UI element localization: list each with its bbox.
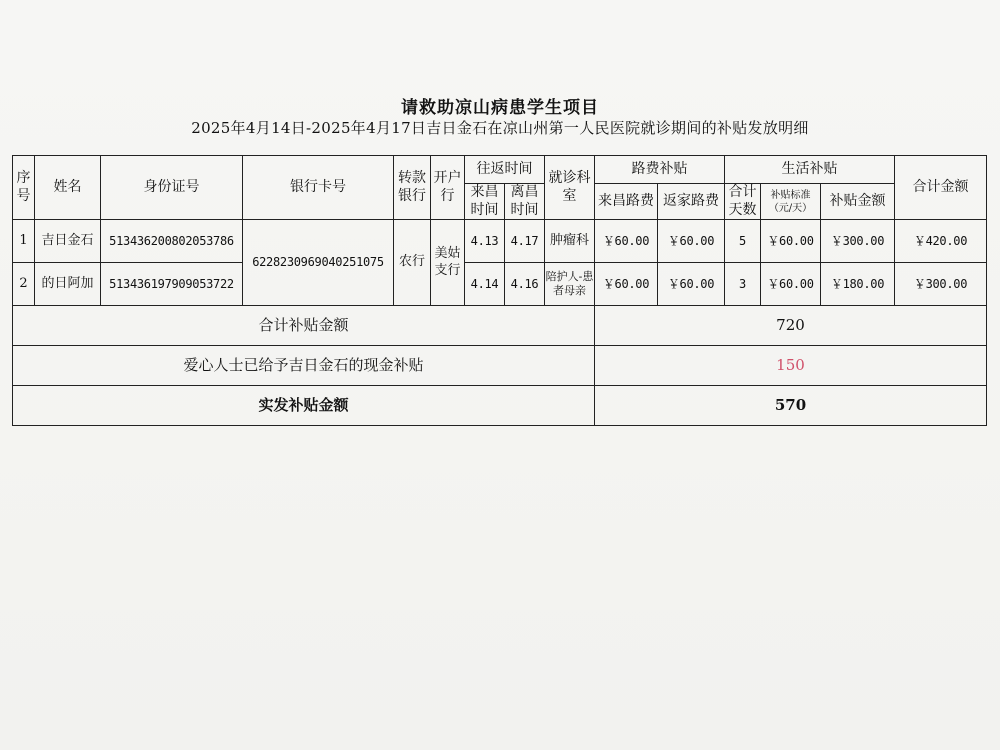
header-travel: 路费补贴	[595, 156, 725, 184]
row-dept: 肿瘤科	[545, 220, 595, 263]
row-total: ￥300.00	[895, 263, 987, 306]
row-leave: 4.16	[505, 263, 545, 306]
row-travel-back: ￥60.00	[658, 220, 725, 263]
row-days: 5	[725, 220, 761, 263]
summary-row	[13, 346, 987, 386]
summary-label: 实发补贴金额	[13, 386, 595, 426]
row-branch: 美姑支行	[431, 220, 465, 306]
header-arrive: 来昌时间	[465, 184, 505, 220]
table-row	[13, 263, 987, 306]
row-id: 513436197909053722	[101, 263, 243, 306]
header-bank-card: 银行卡号	[243, 156, 394, 220]
summary-label: 爱心人士已给予吉日金石的现金补贴	[13, 346, 595, 386]
row-living-amount: ￥300.00	[821, 220, 895, 263]
header-seq: 序号	[13, 156, 35, 220]
row-arrive: 4.14	[465, 263, 505, 306]
row-total: ￥420.00	[895, 220, 987, 263]
row-id: 513436200802053786	[101, 220, 243, 263]
summary-label: 合计补贴金额	[13, 306, 595, 346]
header-branch: 开户行	[431, 156, 465, 220]
row-travel-to: ￥60.00	[595, 263, 658, 306]
header-living: 生活补贴	[725, 156, 895, 184]
header-total: 合计金额	[895, 156, 987, 220]
summary-value: 720	[595, 306, 987, 346]
header-living-amount: 补贴金额	[821, 184, 895, 220]
header-travel-back: 返家路费	[658, 184, 725, 220]
header-days: 合计天数	[725, 184, 761, 220]
row-name: 的日阿加	[35, 263, 101, 306]
header-transfer-bank: 转款银行	[394, 156, 431, 220]
summary-row	[13, 306, 987, 346]
row-transfer-bank: 农行	[394, 220, 431, 306]
row-seq: 2	[13, 263, 35, 306]
row-seq: 1	[13, 220, 35, 263]
header-round-trip: 往返时间	[465, 156, 545, 184]
row-days: 3	[725, 263, 761, 306]
row-standard: ￥60.00	[761, 220, 821, 263]
summary-row	[13, 386, 987, 426]
row-bank-card: 6228230969040251075	[243, 220, 394, 306]
header-standard: 补贴标准（元/天）	[761, 184, 821, 220]
row-arrive: 4.13	[465, 220, 505, 263]
row-dept: 陪护人-患者母亲	[545, 263, 595, 306]
subsidy-table	[12, 155, 987, 426]
row-name: 吉日金石	[35, 220, 101, 263]
row-living-amount: ￥180.00	[821, 263, 895, 306]
document-subtitle: 2025年4月14日-2025年4月17日吉日金石在凉山州第一人民医院就诊期间的补贴发放明细	[191, 119, 809, 137]
header-dept: 就诊科室	[545, 156, 595, 220]
summary-value: 570	[595, 386, 987, 426]
header-id: 身份证号	[101, 156, 243, 220]
row-standard: ￥60.00	[761, 263, 821, 306]
summary-value: 150	[595, 346, 987, 386]
header-travel-to: 来昌路费	[595, 184, 658, 220]
document-title: 请救助凉山病患学生项目	[401, 98, 599, 118]
header-name: 姓名	[35, 156, 101, 220]
table-row	[13, 220, 987, 263]
header-row-1	[13, 156, 987, 184]
row-leave: 4.17	[505, 220, 545, 263]
row-travel-to: ￥60.00	[595, 220, 658, 263]
header-leave: 离昌时间	[505, 184, 545, 220]
row-travel-back: ￥60.00	[658, 263, 725, 306]
